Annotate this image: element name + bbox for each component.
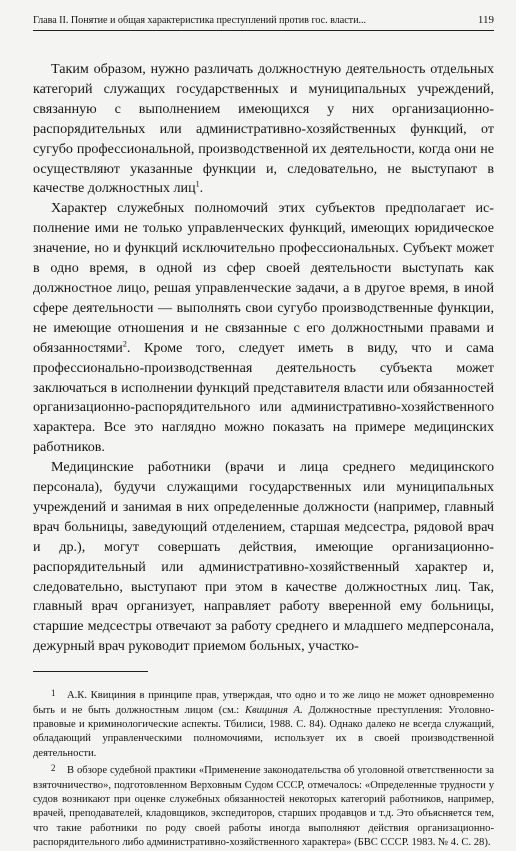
footnotes [33,686,494,850]
running-head-title: Глава II. Понятие и общая характеристика преступлений против гос. власти... [33,15,366,26]
paragraph-tail: . Кроме того, следует иметь в виду, что и сама профессионально-производственная деятельность субъекта может заключаться в исполнении функций представителя власти или обязанностей организационно-распорядительного или административно-хозяйственного характера. Все это наглядно можно показать на примере медицинских работников. [33,339,494,456]
footnote-mark: 1 [51,688,56,699]
paragraph-text: Медицинские работники (врачи и лица среднего медицинского персонала), будучи служащими государственных или муниципальных учреждений и занимая в них определенные должности (например, главный врач больницы, заведующий отделением, старшая медсестра, рядовой врач и др.), могут совершать действия, имеющие организационно-распорядительный или административно-хозяйственный характер и, следовательно, выступают при этом в качестве должностных лиц. Так, главный врач организует, направляет работу вверенной ему больницы, старшие медсестры отвечают за работу среднего и младшего медперсонала, дежурный врач руководит приемом больных, участко- [33,459,494,655]
paragraph-text: Таким образом, нужно различать должностную деятельность отдельных категорий служащих государственных и муниципальных учреждений, связанную с выполнением имеющихся у них организационно-распорядительных или административно-хозяйственных функций, от сугубо профессиональной, производственной их деятельности, когда они не осуществляют указанные функции и, следовательно, не выступают в качестве должностных лиц [33,61,494,197]
paragraph [33,60,494,199]
footnote-divider [33,671,148,672]
footnote-author: Квициния А. [244,704,303,716]
footnote [33,761,494,850]
main-text [33,60,494,657]
page-number: 119 [477,14,494,26]
footnote-ref[interactable]: 1 [195,179,200,189]
paragraph-tail: . [199,180,204,197]
running-head [33,14,494,31]
footnote-text: Должностные преступления: Уголовно-правовые и криминологические аспекты. Тбилиси, 1988. С. 84). Однако далеко не всегда служащий, обладающий управленческими полномочиями, использует их в своей производственной деятельности. [33,704,494,759]
paragraph-text: Характер служебных полномочий этих субъектов предполагает исполнение ими не только управленческих функций, имеющих юридическое значение, но и функций исключительно профессиональных. Субъект может в одно время, в одной из сфер своей деятельности выступать как должностное лицо, решая управленческие задачи, а в другое время, в иной сфере деятельности — выполнять свои сугубо производственные функции, не имеющие отношения и не связанные с его должностными правами и обязанностями [33,200,494,356]
footnote-text: А.К. Квициния в принципе прав, утверждая, что одно и то же лицо не может одновременно быть и не быть должностным лицом (см.: [33,690,494,716]
footnote-text: В обзоре судебной практики «Применение законодательства об уголовной ответственности за взяточничество», подготовленном Верховным Судом СССР, отмечалось: «Определенные трудности у судов возникают при оценке служебных обязанностей некоторых категорий работников, например, врачей, преподавателей, кладовщиков, экспедиторов, старших продавцов и т.д. Это объясняется тем, что такие работники по роду своей работы иногда выполняют действия организационно-распорядительного либо административно-хозяйственного характера» (БВС СССР. 1983. № 4. С. 28). [33,765,494,849]
footnote [33,686,494,761]
paragraph [33,458,494,657]
footnote-mark: 2 [51,763,56,774]
paragraph [33,199,494,458]
footnote-ref[interactable]: 2 [122,339,127,348]
